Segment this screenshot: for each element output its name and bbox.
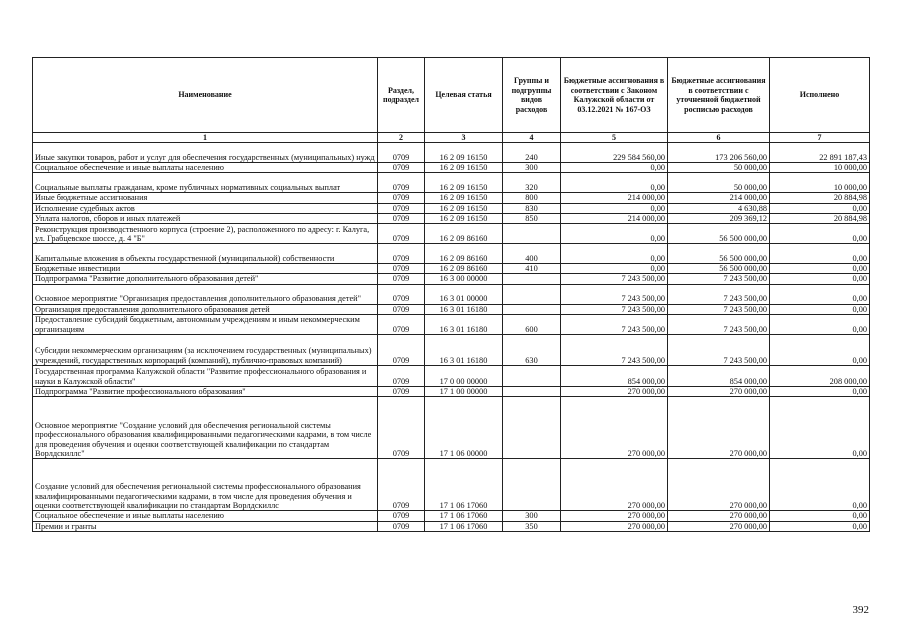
column-number: 7	[770, 133, 870, 143]
cell-target: 17 0 00 00000	[425, 366, 503, 387]
cell-law-amount: 270 000,00	[561, 459, 668, 511]
table-row	[33, 274, 870, 284]
cell-section: 0709	[378, 387, 425, 397]
table-row	[33, 397, 870, 459]
cell-target: 16 2 09 16150	[425, 173, 503, 193]
table-row	[33, 459, 870, 511]
cell-target: 16 2 09 16150	[425, 213, 503, 223]
column-number: 4	[503, 133, 561, 143]
cell-target: 16 3 01 00000	[425, 284, 503, 304]
cell-group	[503, 397, 561, 459]
cell-updated-amount: 7 243 500,00	[668, 304, 770, 314]
cell-group	[503, 366, 561, 387]
table-row	[33, 143, 870, 163]
table-row	[33, 511, 870, 521]
cell-section: 0709	[378, 304, 425, 314]
cell-name: Исполнение судебных актов	[33, 203, 378, 213]
cell-done-amount: 0,00	[770, 264, 870, 274]
cell-group: 300	[503, 163, 561, 173]
cell-section: 0709	[378, 366, 425, 387]
cell-name: Субсидии некоммерческим организациям (за исключением государственных (муниципальных) учреждений, государственных корпораций (компаний), публично-правовых компаний)	[33, 335, 378, 366]
cell-done-amount: 10 000,00	[770, 163, 870, 173]
cell-section: 0709	[378, 213, 425, 223]
header-updated: Бюджетные ассигнования в соответствии с уточненной бюджетной росписью расходов	[668, 58, 770, 133]
cell-section: 0709	[378, 397, 425, 459]
cell-name: Бюджетные инвестиции	[33, 264, 378, 274]
table-row	[33, 163, 870, 173]
cell-law-amount: 214 000,00	[561, 193, 668, 203]
cell-section: 0709	[378, 335, 425, 366]
cell-updated-amount: 50 000,00	[668, 163, 770, 173]
cell-updated-amount: 56 500 000,00	[668, 264, 770, 274]
cell-updated-amount: 270 000,00	[668, 387, 770, 397]
cell-target: 16 3 01 16180	[425, 335, 503, 366]
table-row	[33, 521, 870, 531]
cell-updated-amount: 4 630,88	[668, 203, 770, 213]
cell-group: 850	[503, 213, 561, 223]
cell-section: 0709	[378, 173, 425, 193]
cell-group: 300	[503, 511, 561, 521]
cell-done-amount: 0,00	[770, 224, 870, 244]
cell-target: 16 3 01 16180	[425, 304, 503, 314]
cell-name: Основное мероприятие "Организация предоставления дополнительного образования детей"	[33, 284, 378, 304]
cell-group	[503, 387, 561, 397]
cell-name: Социальное обеспечение и иные выплаты населению	[33, 163, 378, 173]
cell-target: 16 3 01 16180	[425, 315, 503, 335]
cell-target: 16 2 09 16150	[425, 193, 503, 203]
cell-name: Социальное обеспечение и иные выплаты населению	[33, 511, 378, 521]
cell-law-amount: 7 243 500,00	[561, 304, 668, 314]
cell-updated-amount: 270 000,00	[668, 511, 770, 521]
cell-done-amount: 0,00	[770, 397, 870, 459]
cell-law-amount: 0,00	[561, 224, 668, 244]
cell-law-amount: 7 243 500,00	[561, 284, 668, 304]
cell-law-amount: 854 000,00	[561, 366, 668, 387]
cell-law-amount: 0,00	[561, 173, 668, 193]
cell-section: 0709	[378, 521, 425, 531]
column-number-row	[33, 133, 870, 143]
header-row	[33, 58, 870, 133]
cell-done-amount: 208 000,00	[770, 366, 870, 387]
cell-section: 0709	[378, 274, 425, 284]
column-number: 2	[378, 133, 425, 143]
table-row	[33, 304, 870, 314]
cell-done-amount: 0,00	[770, 284, 870, 304]
cell-group: 320	[503, 173, 561, 193]
cell-section: 0709	[378, 459, 425, 511]
cell-section: 0709	[378, 203, 425, 213]
table-row	[33, 173, 870, 193]
cell-group	[503, 224, 561, 244]
cell-target: 16 2 09 86160	[425, 244, 503, 264]
page-number: 392	[852, 604, 869, 616]
cell-done-amount: 0,00	[770, 335, 870, 366]
cell-target: 16 2 09 86160	[425, 264, 503, 274]
cell-name: Подпрограмма "Развитие дополнительного образования детей"	[33, 274, 378, 284]
cell-updated-amount: 56 500 000,00	[668, 224, 770, 244]
cell-name: Премии и гранты	[33, 521, 378, 531]
cell-section: 0709	[378, 315, 425, 335]
cell-law-amount: 270 000,00	[561, 387, 668, 397]
cell-updated-amount: 173 206 560,00	[668, 143, 770, 163]
cell-target: 16 3 00 00000	[425, 274, 503, 284]
table-row	[33, 213, 870, 223]
cell-target: 17 1 06 17060	[425, 511, 503, 521]
cell-section: 0709	[378, 193, 425, 203]
header-group: Группы и подгруппы видов расходов	[503, 58, 561, 133]
header-section: Раздел, подраздел	[378, 58, 425, 133]
table-body	[33, 143, 870, 532]
cell-section: 0709	[378, 264, 425, 274]
cell-done-amount: 0,00	[770, 274, 870, 284]
cell-group: 630	[503, 335, 561, 366]
cell-group: 830	[503, 203, 561, 213]
cell-updated-amount: 270 000,00	[668, 521, 770, 531]
cell-law-amount: 270 000,00	[561, 511, 668, 521]
table-row	[33, 387, 870, 397]
table-row	[33, 244, 870, 264]
cell-name: Подпрограмма "Развитие профессионального образования"	[33, 387, 378, 397]
cell-group	[503, 284, 561, 304]
cell-section: 0709	[378, 143, 425, 163]
table-row	[33, 193, 870, 203]
cell-name: Организация предоставления дополнительного образования детей	[33, 304, 378, 314]
cell-law-amount: 0,00	[561, 203, 668, 213]
column-number: 1	[33, 133, 378, 143]
cell-target: 17 1 00 00000	[425, 387, 503, 397]
cell-name: Иные закупки товаров, работ и услуг для обеспечения государственных (муниципальных) нужд	[33, 143, 378, 163]
cell-done-amount: 0,00	[770, 203, 870, 213]
cell-updated-amount: 270 000,00	[668, 397, 770, 459]
cell-name: Создание условий для обеспечения региональной системы профессионального образования квалифицированными педагогическими кадрами, в том числе для проведения обучения и оценки соответствующей квалификации по стандартам Ворлдскиллс	[33, 459, 378, 511]
cell-section: 0709	[378, 244, 425, 264]
cell-updated-amount: 209 369,12	[668, 213, 770, 223]
cell-done-amount: 0,00	[770, 315, 870, 335]
cell-group: 410	[503, 264, 561, 274]
cell-target: 17 1 06 17060	[425, 521, 503, 531]
header-name: Наименование	[33, 58, 378, 133]
cell-updated-amount: 214 000,00	[668, 193, 770, 203]
cell-done-amount: 0,00	[770, 521, 870, 531]
cell-target: 16 2 09 86160	[425, 224, 503, 244]
cell-done-amount: 20 884,98	[770, 213, 870, 223]
cell-updated-amount: 7 243 500,00	[668, 335, 770, 366]
cell-name: Иные бюджетные ассигнования	[33, 193, 378, 203]
cell-done-amount: 20 884,98	[770, 193, 870, 203]
cell-law-amount: 270 000,00	[561, 397, 668, 459]
table-row	[33, 335, 870, 366]
cell-target: 17 1 06 00000	[425, 397, 503, 459]
cell-target: 17 1 06 17060	[425, 459, 503, 511]
budget-table	[32, 57, 870, 532]
cell-target: 16 2 09 16150	[425, 163, 503, 173]
cell-section: 0709	[378, 284, 425, 304]
cell-group	[503, 304, 561, 314]
cell-name: Уплата налогов, сборов и иных платежей	[33, 213, 378, 223]
table-row	[33, 366, 870, 387]
cell-group: 240	[503, 143, 561, 163]
cell-updated-amount: 270 000,00	[668, 459, 770, 511]
cell-name: Капитальные вложения в объекты государственной (муниципальной) собственности	[33, 244, 378, 264]
table-row	[33, 203, 870, 213]
table-row	[33, 315, 870, 335]
cell-target: 16 2 09 16150	[425, 203, 503, 213]
cell-done-amount: 22 891 187,43	[770, 143, 870, 163]
table-header	[33, 58, 870, 143]
table-row	[33, 224, 870, 244]
cell-done-amount: 0,00	[770, 304, 870, 314]
cell-target: 16 2 09 16150	[425, 143, 503, 163]
cell-law-amount: 7 243 500,00	[561, 335, 668, 366]
cell-updated-amount: 854 000,00	[668, 366, 770, 387]
cell-done-amount: 0,00	[770, 511, 870, 521]
cell-law-amount: 214 000,00	[561, 213, 668, 223]
column-number: 6	[668, 133, 770, 143]
cell-name: Реконструкция производственного корпуса (строение 2), расположенного по адресу: г. Калуга, ул. Грабцевское шоссе, д. 4 "Б"	[33, 224, 378, 244]
cell-law-amount: 229 584 560,00	[561, 143, 668, 163]
cell-law-amount: 270 000,00	[561, 521, 668, 531]
cell-group: 600	[503, 315, 561, 335]
cell-name: Основное мероприятие "Создание условий для обеспечения региональной системы профессионального образования квалифицированными педагогическими кадрами, в том числе для проведения обучения и оценки соответствующей квалификации по стандартам Ворлдскиллс"	[33, 397, 378, 459]
cell-updated-amount: 56 500 000,00	[668, 244, 770, 264]
cell-section: 0709	[378, 511, 425, 521]
cell-name: Предоставление субсидий бюджетным, автономным учреждениям и иным некоммерческим организациям	[33, 315, 378, 335]
table-row	[33, 284, 870, 304]
cell-law-amount: 7 243 500,00	[561, 315, 668, 335]
cell-name: Социальные выплаты гражданам, кроме публичных нормативных социальных выплат	[33, 173, 378, 193]
table-row	[33, 264, 870, 274]
cell-updated-amount: 7 243 500,00	[668, 284, 770, 304]
cell-updated-amount: 50 000,00	[668, 173, 770, 193]
cell-done-amount: 0,00	[770, 387, 870, 397]
cell-done-amount: 0,00	[770, 459, 870, 511]
header-target: Целевая статья	[425, 58, 503, 133]
cell-section: 0709	[378, 224, 425, 244]
cell-name: Государственная программа Калужской области "Развитие профессионального образования и науки в Калужской области"	[33, 366, 378, 387]
cell-group	[503, 274, 561, 284]
header-law: Бюджетные ассигнования в соответствии с Законом Калужской области от 03.12.2021 № 167-ОЗ	[561, 58, 668, 133]
cell-done-amount: 10 000,00	[770, 173, 870, 193]
cell-law-amount: 7 243 500,00	[561, 274, 668, 284]
cell-updated-amount: 7 243 500,00	[668, 274, 770, 284]
cell-group: 400	[503, 244, 561, 264]
cell-done-amount: 0,00	[770, 244, 870, 264]
cell-law-amount: 0,00	[561, 244, 668, 264]
column-number: 3	[425, 133, 503, 143]
column-number: 5	[561, 133, 668, 143]
cell-group: 350	[503, 521, 561, 531]
cell-updated-amount: 7 243 500,00	[668, 315, 770, 335]
header-done: Исполнено	[770, 58, 870, 133]
cell-section: 0709	[378, 163, 425, 173]
cell-group	[503, 459, 561, 511]
cell-group: 800	[503, 193, 561, 203]
cell-law-amount: 0,00	[561, 163, 668, 173]
cell-law-amount: 0,00	[561, 264, 668, 274]
